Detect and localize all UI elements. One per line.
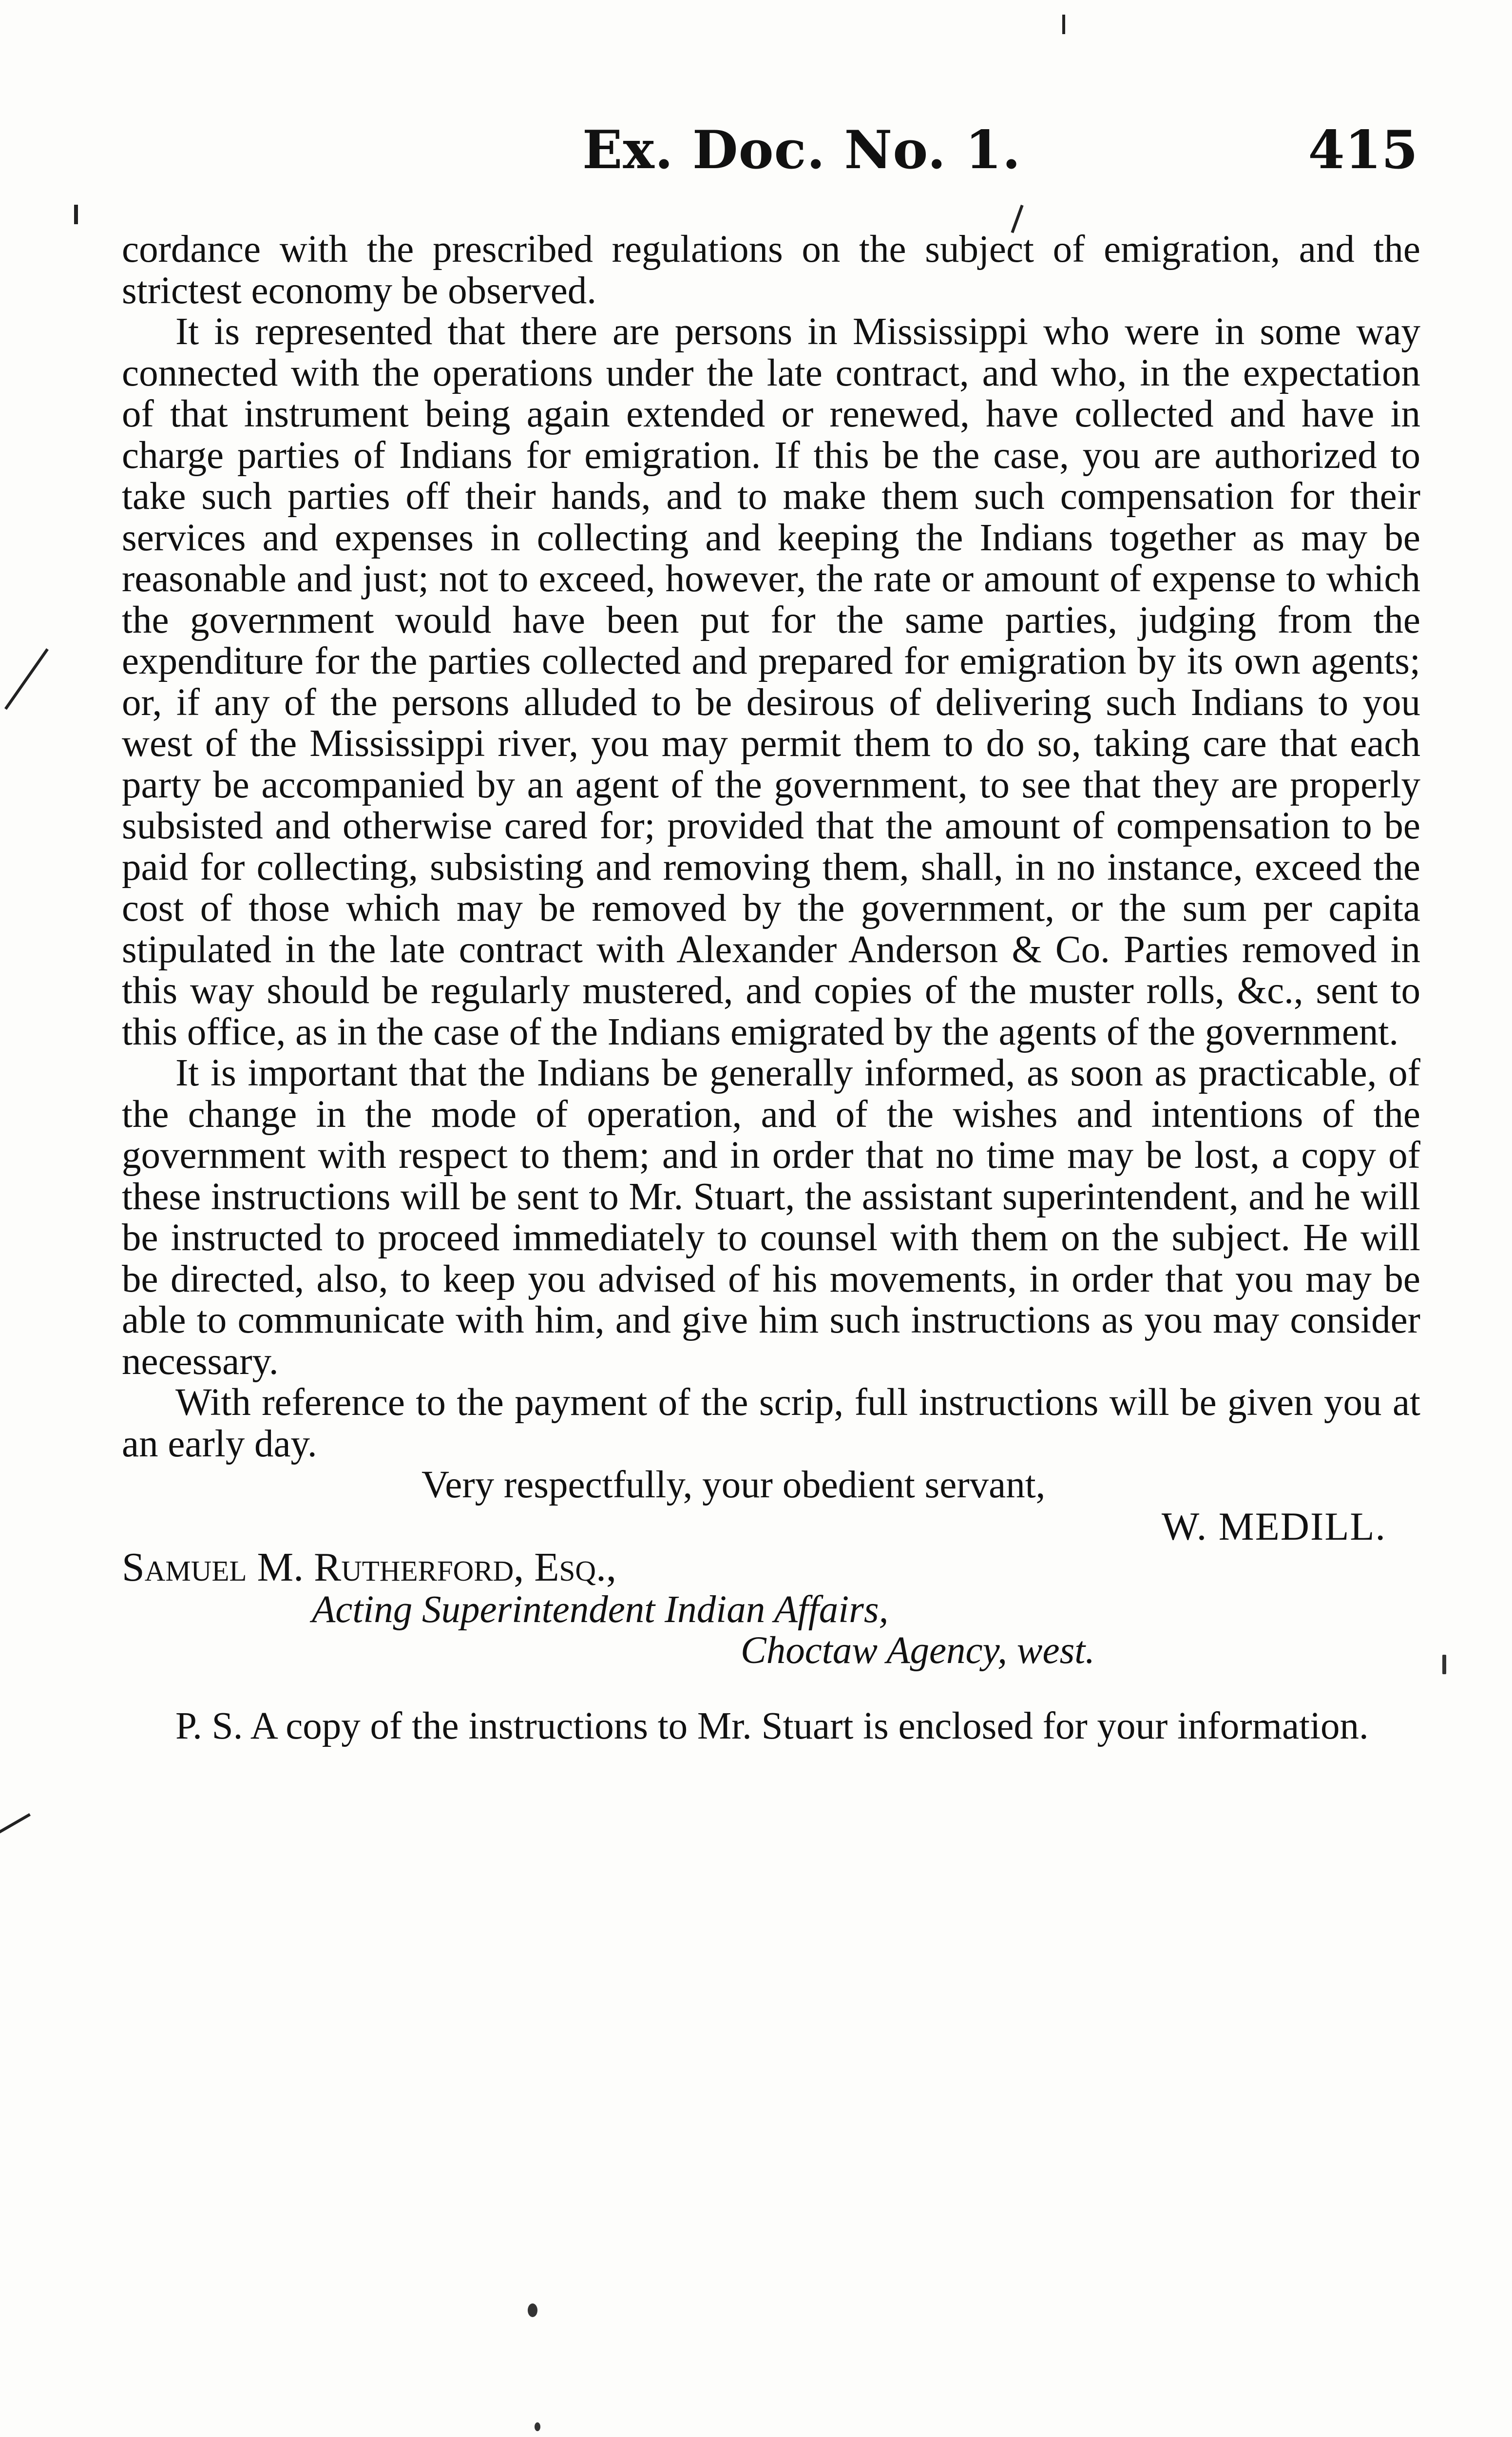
margin-mark bbox=[4, 648, 49, 710]
margin-mark bbox=[0, 1813, 31, 1847]
letter-body bbox=[122, 229, 1420, 1747]
margin-tick bbox=[74, 205, 78, 224]
closing-line: Very respectfully, your obedient servant, bbox=[421, 1464, 1046, 1506]
addressee-location: Choctaw Agency, west. bbox=[741, 1629, 1095, 1672]
postscript: P. S. A copy of the instructions to Mr. Stuart is enclosed for your information. bbox=[175, 1704, 1369, 1747]
addressee-name bbox=[122, 1547, 1420, 1589]
paragraph: It is represented that there are persons in Mississippi who were in some way connected with the operations under the late contract, and who, in the expectation of that instrument being again extended or renewed, have collected and have in charge parties of Indians for emigration. If this be the case, you are authorized to take such parties off their hands, and to make them such compensation for their services and expenses in collecting and keeping the Indians together as may be reasonable and just; not to exceed, however, the rate or amount of expense to which the government would have been put for the same parties, judging from the expenditure for the parties collected and prepared for emigration by its own agents; or, if any of the persons alluded to be desirous of delivering such Indians to you west of the Mississippi river, you may permit them to do so, taking care that each party be accompanied by an agent of the government, to see that they are properly subsisted and otherwise cared for; provided that the amount of compensation to be paid for collecting, subsisting and removing them, shall, in no instance, exceed the cost of those which may be removed by the government, or the sum per capita stipulated in the late contract with Alexander Anderson & Co. Parties removed in this way should be regularly mustered, and copies of the muster rolls, &c., sent to this office, as in the case of the Indians emigrated by the agents of the government. bbox=[122, 310, 1420, 1053]
signature: W. MEDILL. bbox=[1161, 1504, 1386, 1548]
scan-dot bbox=[1442, 1655, 1446, 1674]
margin-tick bbox=[1062, 15, 1065, 34]
paragraph: With reference to the payment of the scrip, full instructions will be given you at an early day. bbox=[122, 1381, 1420, 1465]
scan-dot bbox=[535, 2422, 540, 2431]
paragraph-continued: cordance with the prescribed regulations on the subject of emigration, and the strictest economy be observed. bbox=[122, 228, 1420, 312]
addressee-name-text: Samuel M. Rutherford, Esq., bbox=[122, 1545, 616, 1590]
addressee-title: Acting Superintendent Indian Affairs, bbox=[312, 1588, 889, 1631]
paragraph: It is important that the Indians be generally informed, as soon as practicable, of the change in the mode of operation, and of the wishes and intentions of the government with respect to them; and in order that no time may be lost, a copy of these instructions will be sent to Mr. Stuart, the assistant superintendent, and he will be instructed to proceed immediately to counsel with them on the subject. He will be directed, also, to keep you advised of his movements, in order that you may be able to communicate with him, and give him such instructions as you may consider necessary. bbox=[122, 1052, 1420, 1383]
document-title: Ex. Doc. No. 1. bbox=[582, 119, 1021, 181]
page-header bbox=[122, 119, 1418, 193]
page-number: 415 bbox=[1308, 119, 1418, 181]
scan-dot bbox=[528, 2303, 537, 2317]
